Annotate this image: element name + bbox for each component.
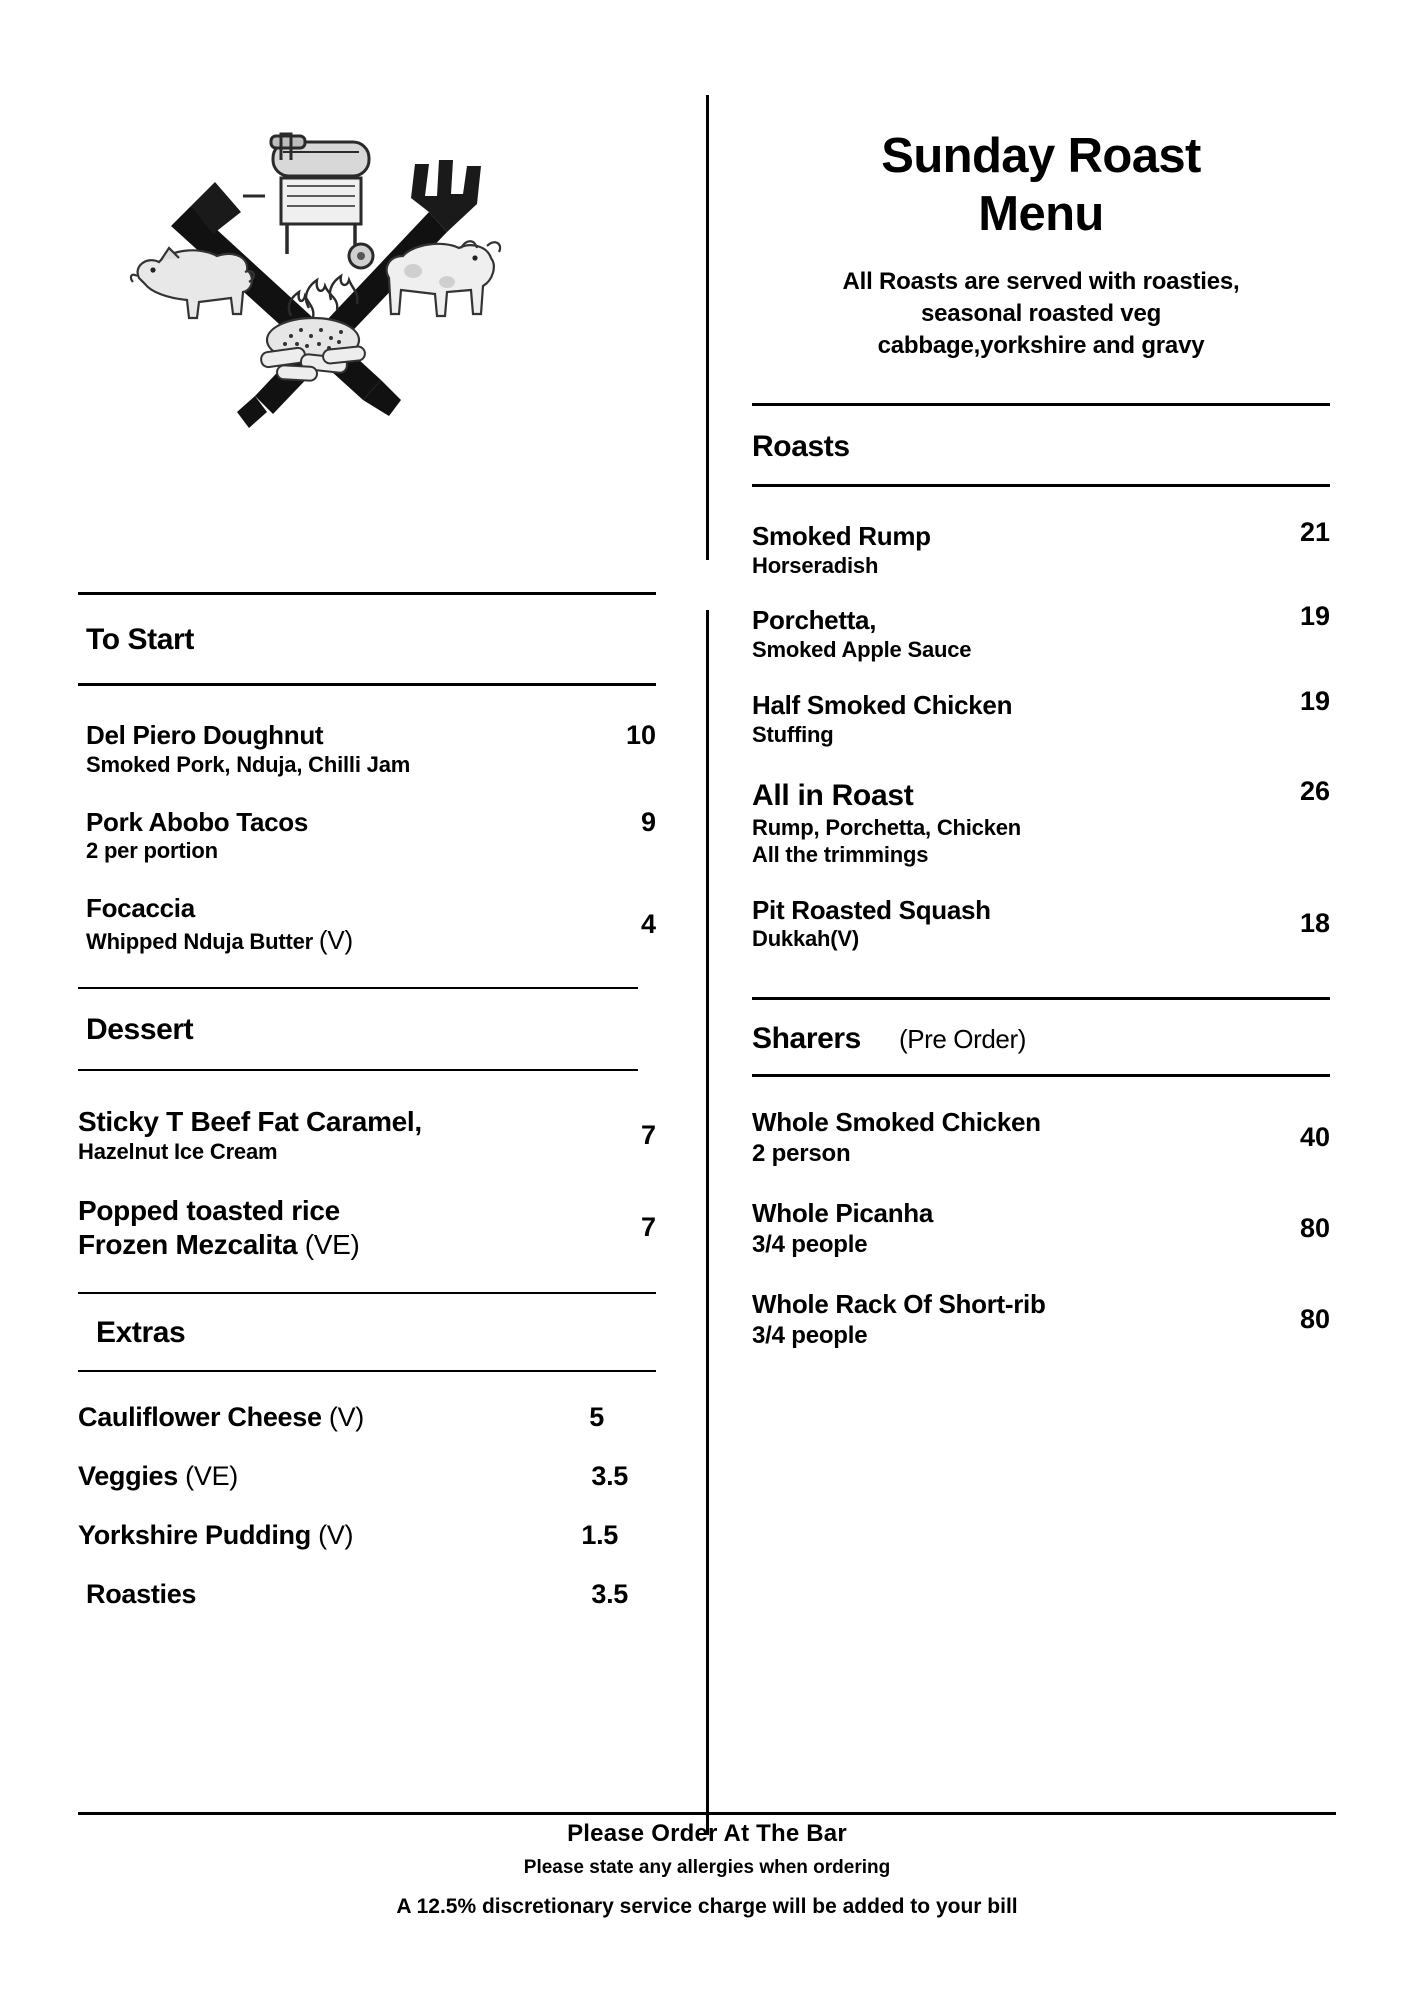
item-price: 3.5 — [591, 1578, 628, 1609]
item-description: 3/4 people — [752, 1230, 868, 1258]
menu-item-popped-toasted-rice — [78, 1194, 656, 1262]
menu-item-del-piero-doughnut — [78, 720, 656, 779]
item-name: Smoked Rump — [752, 520, 931, 551]
left-column — [78, 592, 656, 1610]
page-title — [752, 128, 1330, 244]
item-description-text: Whipped Nduja Butter — [86, 928, 313, 954]
item-price: 7 — [640, 1212, 656, 1243]
menu-item-roasties — [78, 1579, 656, 1610]
smoker-grill-icon — [243, 134, 373, 268]
item-name-text: Roasties — [86, 1578, 197, 1609]
menu-item-cauliflower-cheese — [78, 1402, 656, 1433]
sharers-rule-top — [752, 997, 1330, 1000]
roasts-heading-label: Roasts — [752, 429, 850, 463]
dietary-tag: (V) — [318, 1519, 354, 1550]
extras-heading-label: Extras — [96, 1315, 186, 1349]
section-heading-extras — [96, 1316, 656, 1350]
item-name: Half Smoked Chicken — [752, 689, 1013, 720]
item-name: Sticky T Beef Fat Caramel, — [78, 1105, 422, 1137]
item-name: Focaccia — [86, 893, 195, 924]
item-name — [78, 1461, 238, 1492]
item-name: Del Piero Doughnut — [86, 720, 324, 750]
item-price: 3.5 — [591, 1460, 628, 1491]
subtitle-line-1: All Roasts are served with roasties, — [842, 267, 1240, 295]
vertical-divider-top — [706, 95, 709, 560]
item-description: Dukkah(V) — [752, 926, 859, 952]
item-price: 7 — [640, 1119, 656, 1150]
section-heading-to-start — [86, 623, 656, 657]
menu-item-whole-rack-short-rib — [752, 1289, 1330, 1350]
section-heading-sharers — [752, 1022, 1330, 1056]
menu-item-whole-smoked-chicken — [752, 1107, 1330, 1168]
restaurant-logo — [95, 100, 535, 440]
item-name-2-text: Frozen Mezcalita — [78, 1228, 298, 1260]
item-name — [78, 1402, 364, 1433]
item-name: Popped toasted rice — [78, 1194, 340, 1226]
item-description: Horseradish — [752, 552, 879, 578]
item-description: Smoked Pork, Nduja, Chilli Jam — [86, 751, 411, 777]
dessert-heading-label: Dessert — [86, 1012, 194, 1046]
item-price: 26 — [1299, 776, 1330, 807]
item-description: Smoked Apple Sauce — [752, 637, 972, 663]
menu-item-whole-picanha — [752, 1198, 1330, 1259]
menu-item-porchetta — [752, 601, 1330, 664]
to-start-rule-top — [78, 592, 656, 595]
subtitle-line-2: seasonal roasted veg — [920, 300, 1162, 328]
item-price: 40 — [1299, 1122, 1330, 1153]
item-description: 3/4 people — [752, 1321, 868, 1349]
footer-service-charge-notice: A 12.5% discretionary service charge will be added to your bill — [396, 1895, 1018, 1918]
item-name-text: Veggies — [78, 1460, 178, 1491]
right-column — [752, 128, 1330, 1350]
item-price: 5 — [589, 1401, 604, 1432]
item-price: 18 — [1299, 908, 1330, 939]
item-description: Stuffing — [752, 721, 834, 747]
to-start-heading-label: To Start — [86, 623, 194, 656]
sharers-heading-label: Sharers — [752, 1022, 861, 1056]
menu-item-smoked-rump — [752, 516, 1330, 580]
item-name: Pit Roasted Squash — [752, 894, 991, 925]
vertical-divider-bottom — [706, 610, 709, 1835]
footer — [0, 1820, 1414, 1919]
menu-item-all-in-roast — [752, 778, 1330, 868]
item-name: Whole Rack Of Short-rib — [752, 1289, 1046, 1320]
roasts-rule-top — [752, 403, 1330, 406]
item-name: Pork Abobo Tacos — [86, 806, 309, 837]
item-name: Whole Picanha — [752, 1198, 934, 1229]
item-price: 10 — [625, 720, 656, 750]
subtitle-line-3: cabbage,yorkshire and gravy — [877, 332, 1205, 360]
section-heading-dessert — [86, 1013, 656, 1047]
item-name-text: Cauliflower Cheese — [78, 1401, 322, 1432]
dietary-tag: (V) — [328, 1401, 364, 1432]
item-price: 80 — [1299, 1213, 1330, 1244]
sharers-preorder-note: (Pre Order) — [898, 1024, 1027, 1055]
dietary-tag: (VE) — [185, 1460, 238, 1491]
menu-item-yorkshire-pudding — [78, 1520, 656, 1551]
extras-rule-top — [78, 1292, 656, 1294]
menu-item-veggies — [78, 1461, 656, 1492]
item-description: 2 per portion — [86, 838, 218, 864]
item-description-2: All the trimmings — [752, 841, 929, 867]
item-description — [86, 925, 584, 957]
item-name: Whole Smoked Chicken — [752, 1107, 1041, 1138]
pig-icon — [131, 248, 254, 318]
item-name — [78, 1579, 196, 1610]
page-subtitle — [752, 266, 1330, 363]
item-price: 4 — [640, 909, 656, 940]
footer-order-notice: Please Order At The Bar — [567, 1820, 847, 1847]
item-price: 19 — [1299, 601, 1330, 632]
menu-item-focaccia — [78, 893, 656, 956]
item-name-line-2 — [78, 1228, 584, 1262]
menu-item-sticky-t-beef-fat-caramel — [78, 1105, 656, 1166]
footer-allergy-notice: Please state any allergies when ordering — [523, 1857, 891, 1878]
item-price: 9 — [640, 806, 656, 837]
item-description: 2 person — [752, 1139, 851, 1167]
dietary-tag: (VE) — [304, 1228, 360, 1260]
page-title-line1: Sunday Roast — [881, 129, 1201, 183]
item-description: Rump, Porchetta, Chicken — [752, 815, 1022, 841]
dietary-tag: (V) — [318, 924, 353, 955]
item-price: 80 — [1299, 1304, 1330, 1335]
menu-item-half-smoked-chicken — [752, 685, 1330, 749]
page-title-line2: Menu — [978, 186, 1104, 241]
section-heading-roasts — [752, 430, 1330, 464]
item-name — [78, 1520, 353, 1551]
item-price: 19 — [1299, 685, 1330, 716]
footer-divider — [78, 1812, 1336, 1815]
menu-item-pork-abobo-tacos — [78, 807, 656, 866]
item-description: Hazelnut Ice Cream — [78, 1138, 278, 1164]
menu-item-pit-roasted-squash — [752, 895, 1330, 954]
item-price: 21 — [1299, 516, 1330, 547]
item-name-text: Yorkshire Pudding — [78, 1519, 311, 1550]
item-price: 1.5 — [581, 1519, 618, 1550]
item-name: Porchetta, — [752, 605, 877, 636]
item-name: All in Roast — [752, 779, 914, 813]
dessert-rule-top — [78, 987, 638, 989]
